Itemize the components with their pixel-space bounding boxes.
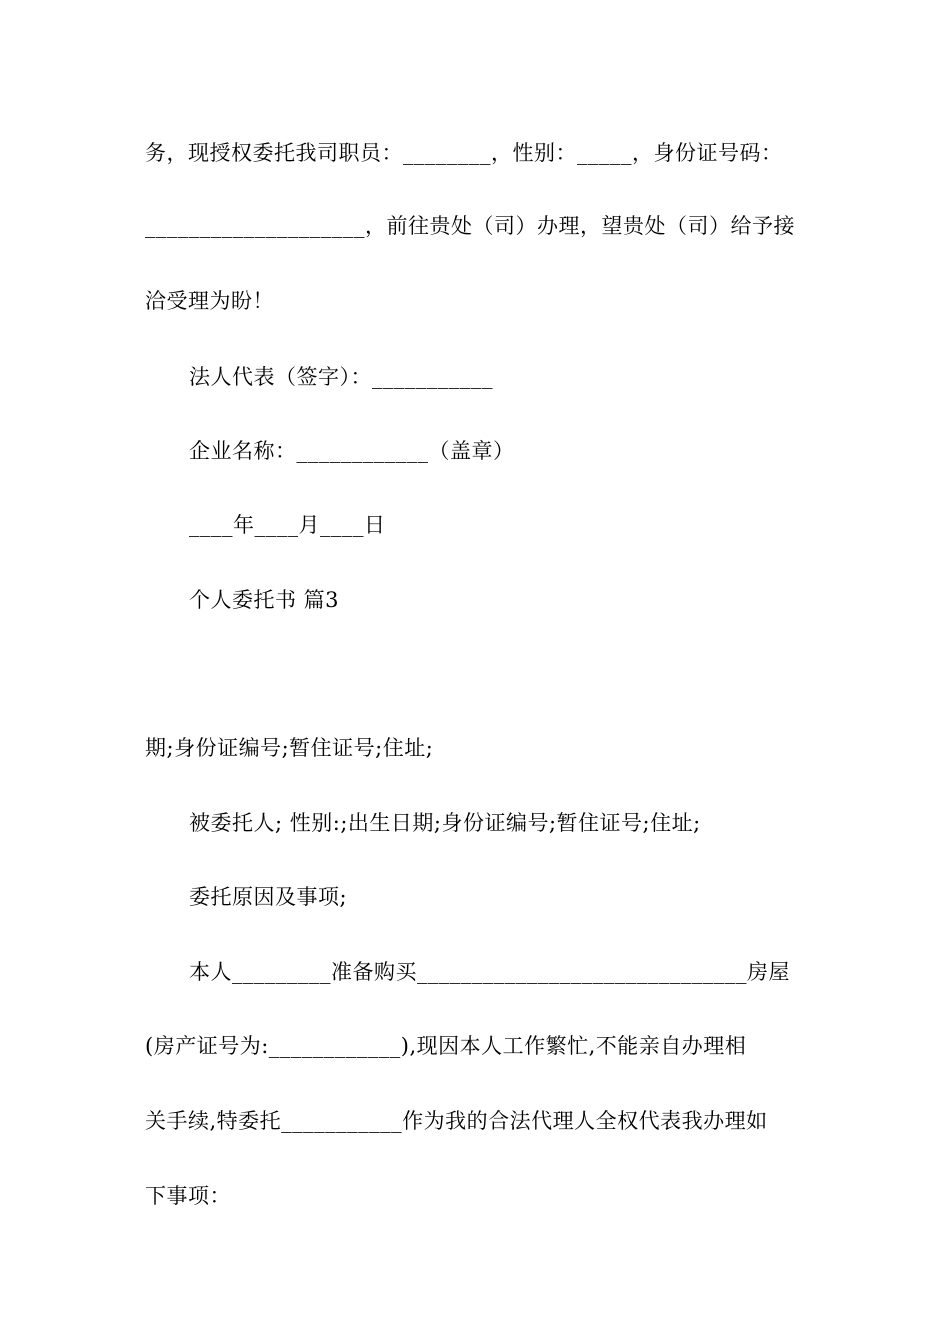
reason-heading: 委托原因及事项;	[189, 885, 348, 909]
paragraph-line-purchase: 本人_________准备购买______________________________房屋	[189, 960, 790, 984]
agent-info-line: 被委托人; 性别:;出生日期;身份证编号;暂住证号;住址;	[189, 811, 701, 835]
company-name-seal-line: 企业名称：____________（盖章）	[189, 439, 515, 463]
date-line: ____年____月____日	[189, 513, 386, 537]
section-heading: 个人委托书 篇3	[189, 588, 340, 612]
paragraph-line-matters: 下事项：	[145, 1184, 231, 1208]
legal-representative-signature-line: 法人代表（签字）：___________	[189, 365, 493, 389]
paragraph-line-id-number: ____________________，前往贵处（司）办理，望贵处（司）给予接	[145, 214, 795, 238]
paragraph-line-closing: 洽受理为盼！	[145, 289, 274, 313]
paragraph-line-certificate: (房产证号为:____________),现因本人工作繁忙,不能亲自办理相	[145, 1034, 747, 1058]
paragraph-line-authorization: 务，现授权委托我司职员：________，性别：_____，身份证号码：	[145, 141, 783, 165]
principal-info-line: 期;身份证编号;暂住证号;住址;	[145, 736, 434, 760]
paragraph-line-delegation: 关手续,特委托___________作为我的合法代理人全权代表我办理如	[145, 1109, 768, 1133]
